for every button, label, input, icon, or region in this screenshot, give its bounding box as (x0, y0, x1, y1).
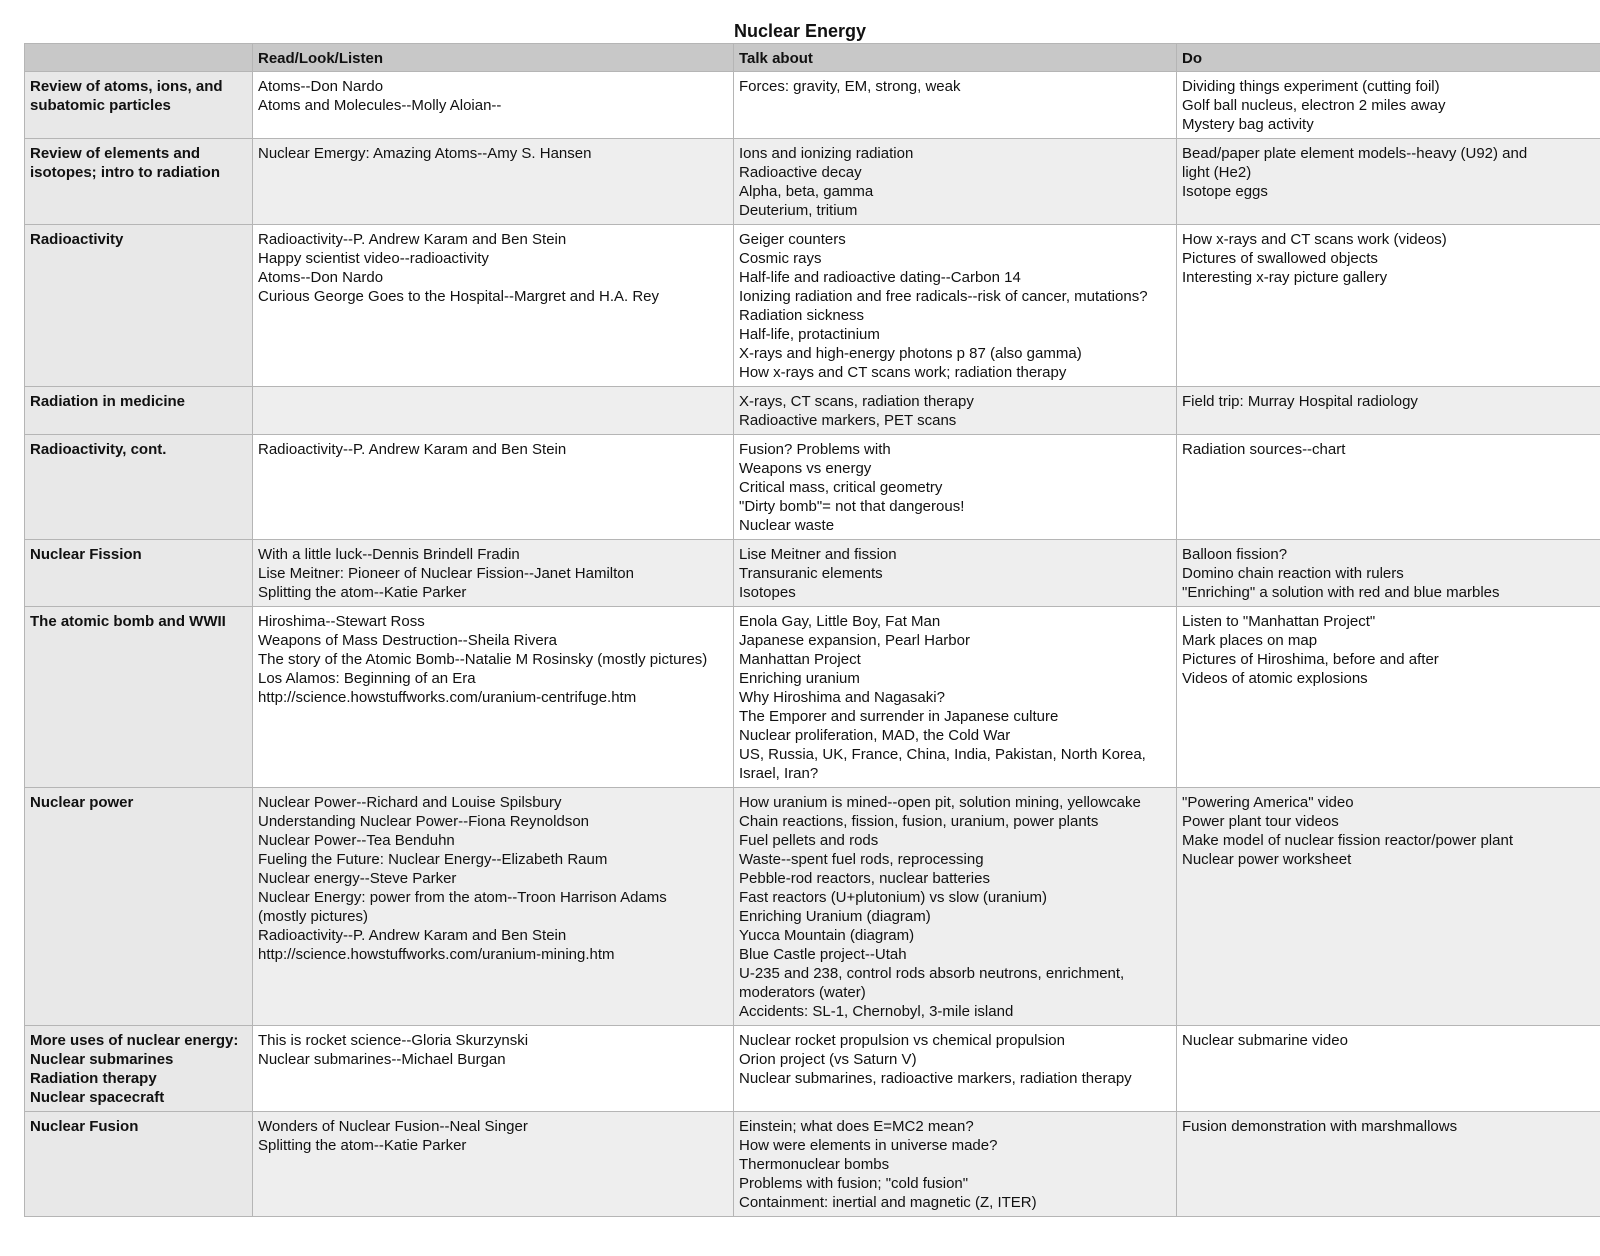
cell-line: subatomic particles (30, 97, 171, 114)
cell-line: Transuranic elements (739, 565, 883, 582)
cell-line: Japanese expansion, Pearl Harbor (739, 632, 970, 649)
cell-line: How uranium is mined--open pit, solution mining, yellowcake (739, 794, 1141, 811)
cell-line: Deuterium, tritium (739, 202, 858, 219)
cell-line: Israel, Iran? (739, 765, 819, 782)
cell-line: Radioactivity (30, 231, 124, 248)
cell-line: Radioactive markers, PET scans (739, 412, 957, 429)
talk-about-cell (734, 435, 1177, 540)
cell-line: Nuclear submarines, radioactive markers, radiation therapy (739, 1070, 1132, 1087)
header-topic (25, 44, 253, 72)
cell-line: How x-rays and CT scans work (videos) (1182, 231, 1447, 248)
cell-line: (mostly pictures) (258, 908, 369, 925)
do-cell (1177, 387, 1600, 435)
cell-line: Lise Meitner: Pioneer of Nuclear Fission--Janet Hamilton (258, 565, 634, 582)
talk-about-cell (734, 1112, 1177, 1217)
topic-cell (25, 540, 253, 607)
cell-line: http://science.howstuffworks.com/uranium-centrifuge.htm (258, 689, 637, 706)
talk-about-cell (734, 139, 1177, 225)
do-cell (1177, 540, 1600, 607)
cell-line: Nuclear submarine video (1182, 1032, 1348, 1049)
cell-line: This is rocket science--Gloria Skurzynski (258, 1032, 529, 1049)
cell-line: The Emporer and surrender in Japanese culture (739, 708, 1059, 725)
read-look-listen-cell (253, 387, 734, 435)
cell-line: Half-life and radioactive dating--Carbon 14 (739, 269, 1021, 286)
page-title: Nuclear Energy (733, 21, 867, 41)
cell-line: Atoms and Molecules--Molly Aloian-- (258, 97, 502, 114)
topic-cell (25, 1026, 253, 1112)
cell-line: Nuclear Energy: power from the atom--Troon Harrison Adams (258, 889, 667, 906)
cell-line: Field trip: Murray Hospital radiology (1182, 393, 1418, 410)
cell-line: Nuclear spacecraft (30, 1089, 165, 1106)
table-row (25, 387, 1600, 435)
cell-line: Happy scientist video--radioactivity (258, 250, 489, 267)
cell-line: Radioactive decay (739, 164, 862, 181)
talk-about-cell (734, 607, 1177, 788)
cell-line: Blue Castle project--Utah (739, 946, 907, 963)
do-cell (1177, 788, 1600, 1026)
cell-line: Forces: gravity, EM, strong, weak (739, 78, 961, 95)
table-row (25, 435, 1600, 540)
cell-line: Fuel pellets and rods (739, 832, 879, 849)
cell-line: Nuclear submarines--Michael Burgan (258, 1051, 506, 1068)
cell-line: Hiroshima--Stewart Ross (258, 613, 425, 630)
header-do: Do (1177, 44, 1600, 72)
cell-line: Nuclear Power--Richard and Louise Spilsbury (258, 794, 562, 811)
header-row (25, 44, 1600, 72)
cell-line: "Enriching" a solution with red and blue marbles (1182, 584, 1500, 601)
cell-line: Yucca Mountain (diagram) (739, 927, 915, 944)
cell-line: Nuclear Emergy: Amazing Atoms--Amy S. Hansen (258, 145, 592, 162)
cell-line: Waste--spent fuel rods, reprocessing (739, 851, 984, 868)
talk-about-cell (734, 540, 1177, 607)
topic-cell (25, 607, 253, 788)
cell-line: isotopes; intro to radiation (30, 164, 220, 181)
header-talk-about: Talk about (734, 44, 1177, 72)
cell-line: http://science.howstuffworks.com/uranium-mining.htm (258, 946, 615, 963)
topic-cell (25, 1112, 253, 1217)
cell-line: Fast reactors (U+plutonium) vs slow (uranium) (739, 889, 1048, 906)
cell-line: Orion project (vs Saturn V) (739, 1051, 917, 1068)
table-row (25, 540, 1600, 607)
cell-line: Enriching uranium (739, 670, 860, 687)
cell-line: Enola Gay, Little Boy, Fat Man (739, 613, 941, 630)
cell-line: Radioactivity, cont. (30, 441, 167, 458)
talk-about-cell (734, 225, 1177, 387)
topic-cell (25, 788, 253, 1026)
cell-line: Nuclear proliferation, MAD, the Cold War (739, 727, 1011, 744)
topic-cell (25, 72, 253, 139)
table-row (25, 225, 1600, 387)
cell-line: Radiation sickness (739, 307, 865, 324)
cell-line: Manhattan Project (739, 651, 861, 668)
cell-line: Radiation sources--chart (1182, 441, 1346, 458)
cell-line: Listen to "Manhattan Project" (1182, 613, 1376, 630)
cell-line: Nuclear rocket propulsion vs chemical propulsion (739, 1032, 1065, 1049)
table-row (25, 1112, 1600, 1217)
cell-line: Nuclear waste (739, 517, 835, 534)
cell-line: X-rays and high-energy photons p 87 (also gamma) (739, 345, 1082, 362)
table-row (25, 607, 1600, 788)
cell-line: Ionizing radiation and free radicals--risk of cancer, mutations? (739, 288, 1148, 305)
cell-line: Problems with fusion; "cold fusion" (739, 1175, 969, 1192)
cell-line: Videos of atomic explosions (1182, 670, 1368, 687)
topic-cell (25, 139, 253, 225)
cell-line: Why Hiroshima and Nagasaki? (739, 689, 945, 706)
cell-line: Enriching Uranium (diagram) (739, 908, 931, 925)
read-look-listen-cell (253, 540, 734, 607)
cell-line: "Dirty bomb"= not that dangerous! (739, 498, 965, 515)
cell-line: The story of the Atomic Bomb--Natalie M Rosinsky (mostly pictures) (258, 651, 708, 668)
table-row (25, 788, 1600, 1026)
cell-line: Pictures of Hiroshima, before and after (1182, 651, 1439, 668)
cell-line: Weapons of Mass Destruction--Sheila Rivera (258, 632, 558, 649)
read-look-listen-cell (253, 607, 734, 788)
cell-line: Pictures of swallowed objects (1182, 250, 1378, 267)
cell-line: Nuclear Fission (30, 546, 142, 563)
cell-line: Understanding Nuclear Power--Fiona Reynoldson (258, 813, 590, 830)
cell-line: Nuclear submarines (30, 1051, 174, 1068)
cell-line: How were elements in universe made? (739, 1137, 998, 1154)
cell-line: Splitting the atom--Katie Parker (258, 1137, 467, 1154)
cell-line: Cosmic rays (739, 250, 822, 267)
read-look-listen-cell (253, 225, 734, 387)
cell-line: The atomic bomb and WWII (30, 613, 226, 630)
cell-line: Splitting the atom--Katie Parker (258, 584, 467, 601)
cell-line: Interesting x-ray picture gallery (1182, 269, 1388, 286)
cell-line: Fusion demonstration with marshmallows (1182, 1118, 1458, 1135)
table-row (25, 139, 1600, 225)
table-body (25, 72, 1600, 1217)
cell-line: Make model of nuclear fission reactor/power plant (1182, 832, 1513, 849)
read-look-listen-cell (253, 72, 734, 139)
talk-about-cell (734, 387, 1177, 435)
cell-line: Alpha, beta, gamma (739, 183, 874, 200)
do-cell (1177, 72, 1600, 139)
do-cell (1177, 139, 1600, 225)
topic-cell (25, 387, 253, 435)
do-cell (1177, 225, 1600, 387)
cell-line: Domino chain reaction with rulers (1182, 565, 1404, 582)
cell-line: Ions and ionizing radiation (739, 145, 914, 162)
cell-line: Fusion? Problems with (739, 441, 891, 458)
cell-line: Weapons vs energy (739, 460, 872, 477)
cell-line: Atoms--Don Nardo (258, 78, 384, 95)
talk-about-cell (734, 1026, 1177, 1112)
cell-line: Dividing things experiment (cutting foil) (1182, 78, 1440, 95)
cell-line: Radioactivity--P. Andrew Karam and Ben Stein (258, 231, 567, 248)
talk-about-cell (734, 72, 1177, 139)
table-row (25, 72, 1600, 139)
cell-line: Review of elements and (30, 145, 201, 162)
cell-line: Fueling the Future: Nuclear Energy--Elizabeth Raum (258, 851, 608, 868)
cell-line: light (He2) (1182, 164, 1252, 181)
cell-line: Wonders of Nuclear Fusion--Neal Singer (258, 1118, 528, 1135)
cell-line: Half-life, protactinium (739, 326, 880, 343)
cell-line: Critical mass, critical geometry (739, 479, 943, 496)
cell-line: Curious George Goes to the Hospital--Margret and H.A. Rey (258, 288, 660, 305)
cell-line: US, Russia, UK, France, China, India, Pakistan, North Korea, (739, 746, 1146, 763)
cell-line: Balloon fission? (1182, 546, 1288, 563)
cell-line: Bead/paper plate element models--heavy (U92) and (1182, 145, 1528, 162)
do-cell (1177, 1112, 1600, 1217)
read-look-listen-cell (253, 139, 734, 225)
cell-line: Mark places on map (1182, 632, 1318, 649)
topic-cell (25, 225, 253, 387)
read-look-listen-cell (253, 1112, 734, 1217)
cell-line: Thermonuclear bombs (739, 1156, 890, 1173)
cell-line: Atoms--Don Nardo (258, 269, 384, 286)
cell-line: U-235 and 238, control rods absorb neutrons, enrichment, (739, 965, 1125, 982)
cell-line: Containment: inertial and magnetic (Z, ITER) (739, 1194, 1037, 1211)
cell-line: "Powering America" video (1182, 794, 1354, 811)
cell-line: More uses of nuclear energy: (30, 1032, 239, 1049)
cell-line: Einstein; what does E=MC2 mean? (739, 1118, 974, 1135)
cell-line: Golf ball nucleus, electron 2 miles away (1182, 97, 1446, 114)
cell-line: Nuclear power worksheet (1182, 851, 1352, 868)
cell-line: Isotopes (739, 584, 796, 601)
curriculum-table (24, 43, 1600, 1217)
cell-line: Accidents: SL-1, Chernobyl, 3-mile island (739, 1003, 1014, 1020)
table-row (25, 1026, 1600, 1112)
cell-line: Review of atoms, ions, and (30, 78, 223, 95)
read-look-listen-cell (253, 788, 734, 1026)
cell-line: moderators (water) (739, 984, 866, 1001)
cell-line: Radioactivity--P. Andrew Karam and Ben Stein (258, 927, 567, 944)
cell-line: X-rays, CT scans, radiation therapy (739, 393, 974, 410)
cell-line: Isotope eggs (1182, 183, 1268, 200)
cell-line: How x-rays and CT scans work; radiation therapy (739, 364, 1067, 381)
do-cell (1177, 1026, 1600, 1112)
header-read-look-listen: Read/Look/Listen (253, 44, 734, 72)
read-look-listen-cell (253, 1026, 734, 1112)
topic-cell (25, 435, 253, 540)
cell-line: Geiger counters (739, 231, 846, 248)
cell-line: Mystery bag activity (1182, 116, 1314, 133)
do-cell (1177, 607, 1600, 788)
talk-about-cell (734, 788, 1177, 1026)
cell-line: With a little luck--Dennis Brindell Fradin (258, 546, 520, 563)
cell-line: Nuclear energy--Steve Parker (258, 870, 457, 887)
cell-line: Nuclear power (30, 794, 134, 811)
cell-line: Radioactivity--P. Andrew Karam and Ben Stein (258, 441, 567, 458)
cell-line: Nuclear Fusion (30, 1118, 139, 1135)
cell-line: Lise Meitner and fission (739, 546, 897, 563)
cell-line: Power plant tour videos (1182, 813, 1339, 830)
cell-line: Radiation therapy (30, 1070, 157, 1087)
cell-line: Nuclear Power--Tea Benduhn (258, 832, 455, 849)
cell-line: Radiation in medicine (30, 393, 186, 410)
cell-line: Pebble-rod reactors, nuclear batteries (739, 870, 990, 887)
read-look-listen-cell (253, 435, 734, 540)
cell-line: Chain reactions, fission, fusion, uranium, power plants (739, 813, 1099, 830)
cell-line: Los Alamos: Beginning of an Era (258, 670, 476, 687)
do-cell (1177, 435, 1600, 540)
